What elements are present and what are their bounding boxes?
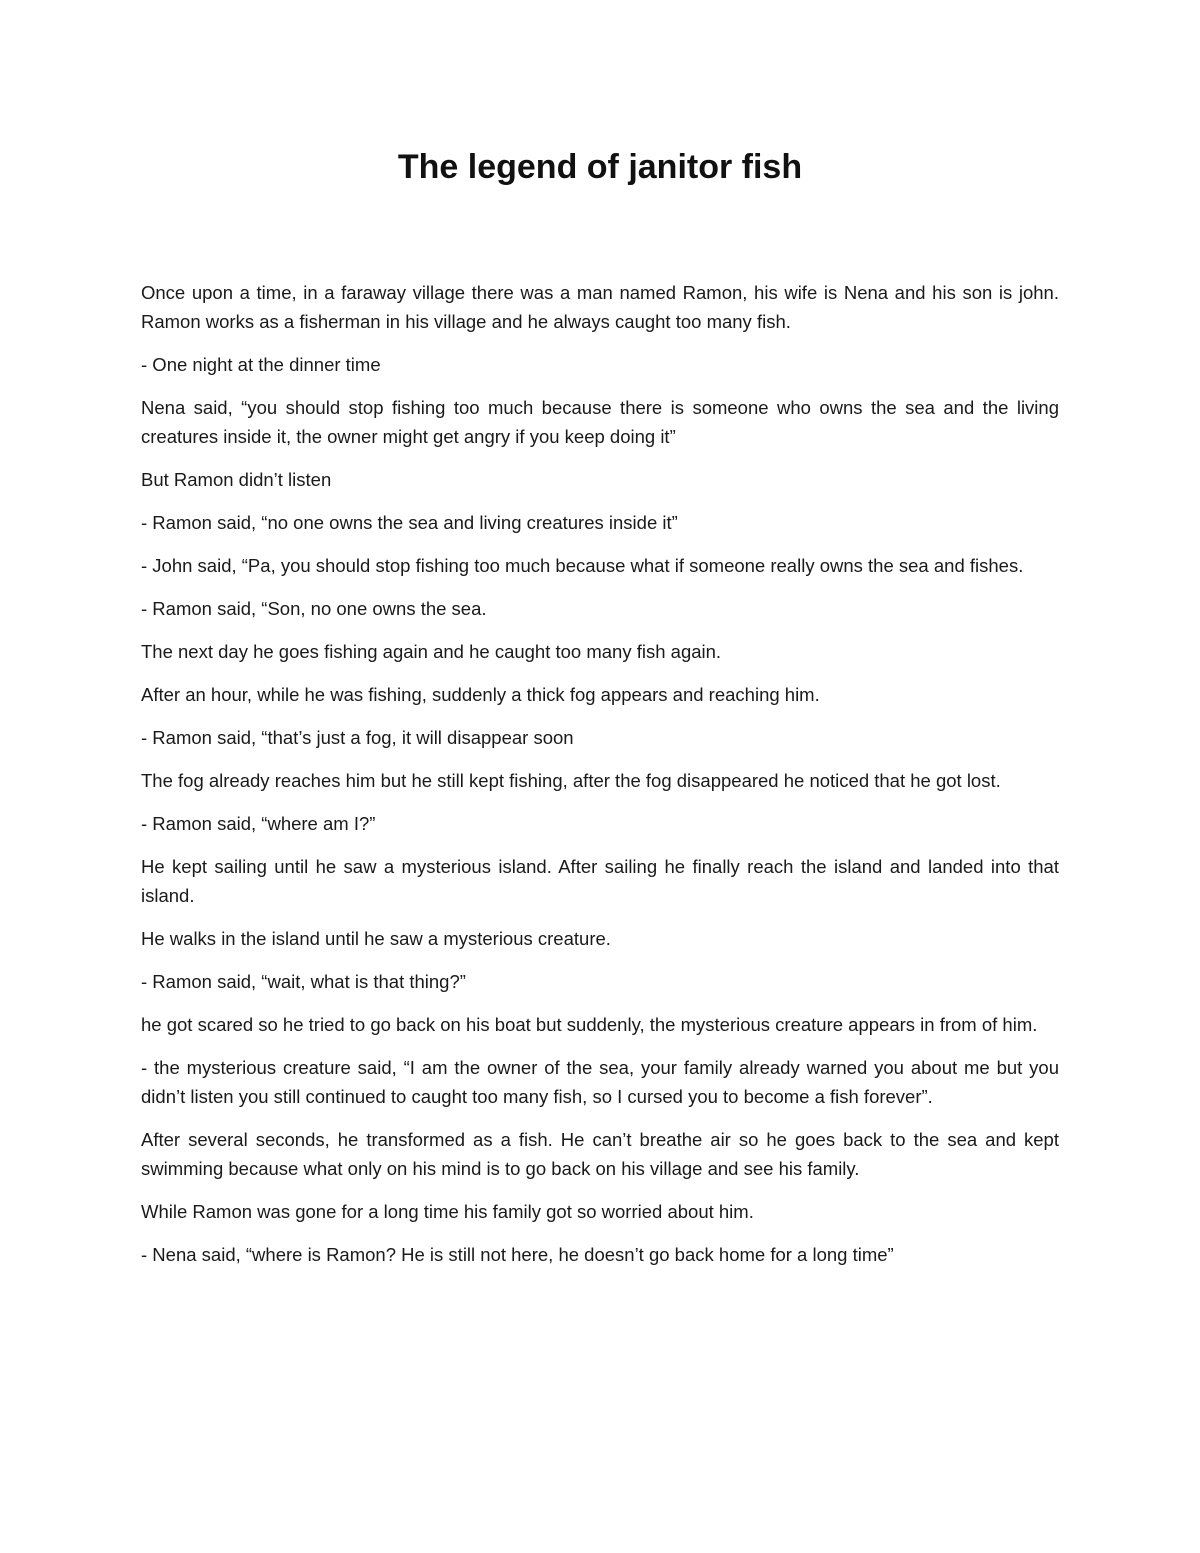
paragraph: Once upon a time, in a faraway village there was a man named Ramon, his wife is Nena and his son is john. Ramon works as a fisherman in his village and he always caught too many fish. — [141, 282, 1059, 332]
paragraph: - Ramon said, “where am I?” — [141, 813, 376, 834]
paragraph: The fog already reaches him but he still kept fishing, after the fog disappeared he noticed that he got lost. — [141, 770, 1001, 791]
paragraph: After several seconds, he transformed as a fish. He can’t breathe air so he goes back to the sea and kept swimming because what only on his mind is to go back on his village and see his family. — [141, 1129, 1059, 1179]
paragraph: - Ramon said, “Son, no one owns the sea. — [141, 598, 487, 619]
document-body — [141, 278, 1059, 1283]
paragraph: - Nena said, “where is Ramon? He is still not here, he doesn’t go back home for a long time” — [141, 1244, 894, 1265]
paragraph: He walks in the island until he saw a mysterious creature. — [141, 928, 611, 949]
paragraph: - John said, “Pa, you should stop fishing too much because what if someone really owns the sea and fishes. — [141, 555, 1024, 576]
paragraph: The next day he goes fishing again and he caught too many fish again. — [141, 641, 722, 662]
paragraph: He kept sailing until he saw a mysterious island. After sailing he finally reach the island and landed into that island. — [141, 856, 1059, 906]
paragraph: - Ramon said, “that’s just a fog, it will disappear soon — [141, 727, 574, 748]
paragraph: - the mysterious creature said, “I am the owner of the sea, your family already warned you about me but you didn’t listen you still continued to caught too many fish, so I cursed you to become a fish forever”. — [141, 1057, 1059, 1107]
paragraph: While Ramon was gone for a long time his family got so worried about him. — [141, 1201, 754, 1222]
paragraph: - Ramon said, “wait, what is that thing?” — [141, 971, 466, 992]
paragraph: - One night at the dinner time — [141, 354, 381, 375]
paragraph: After an hour, while he was fishing, suddenly a thick fog appears and reaching him. — [141, 684, 820, 705]
paragraph: Nena said, “you should stop fishing too much because there is someone who owns the sea and the living creatures inside it, the owner might get angry if you keep doing it” — [141, 397, 1059, 447]
document-title: The legend of janitor fish — [397, 148, 803, 186]
paragraph: - Ramon said, “no one owns the sea and living creatures inside it” — [141, 512, 678, 533]
paragraph: he got scared so he tried to go back on his boat but suddenly, the mysterious creature appears in from of him. — [141, 1014, 1038, 1035]
paragraph: But Ramon didn’t listen — [141, 469, 332, 490]
